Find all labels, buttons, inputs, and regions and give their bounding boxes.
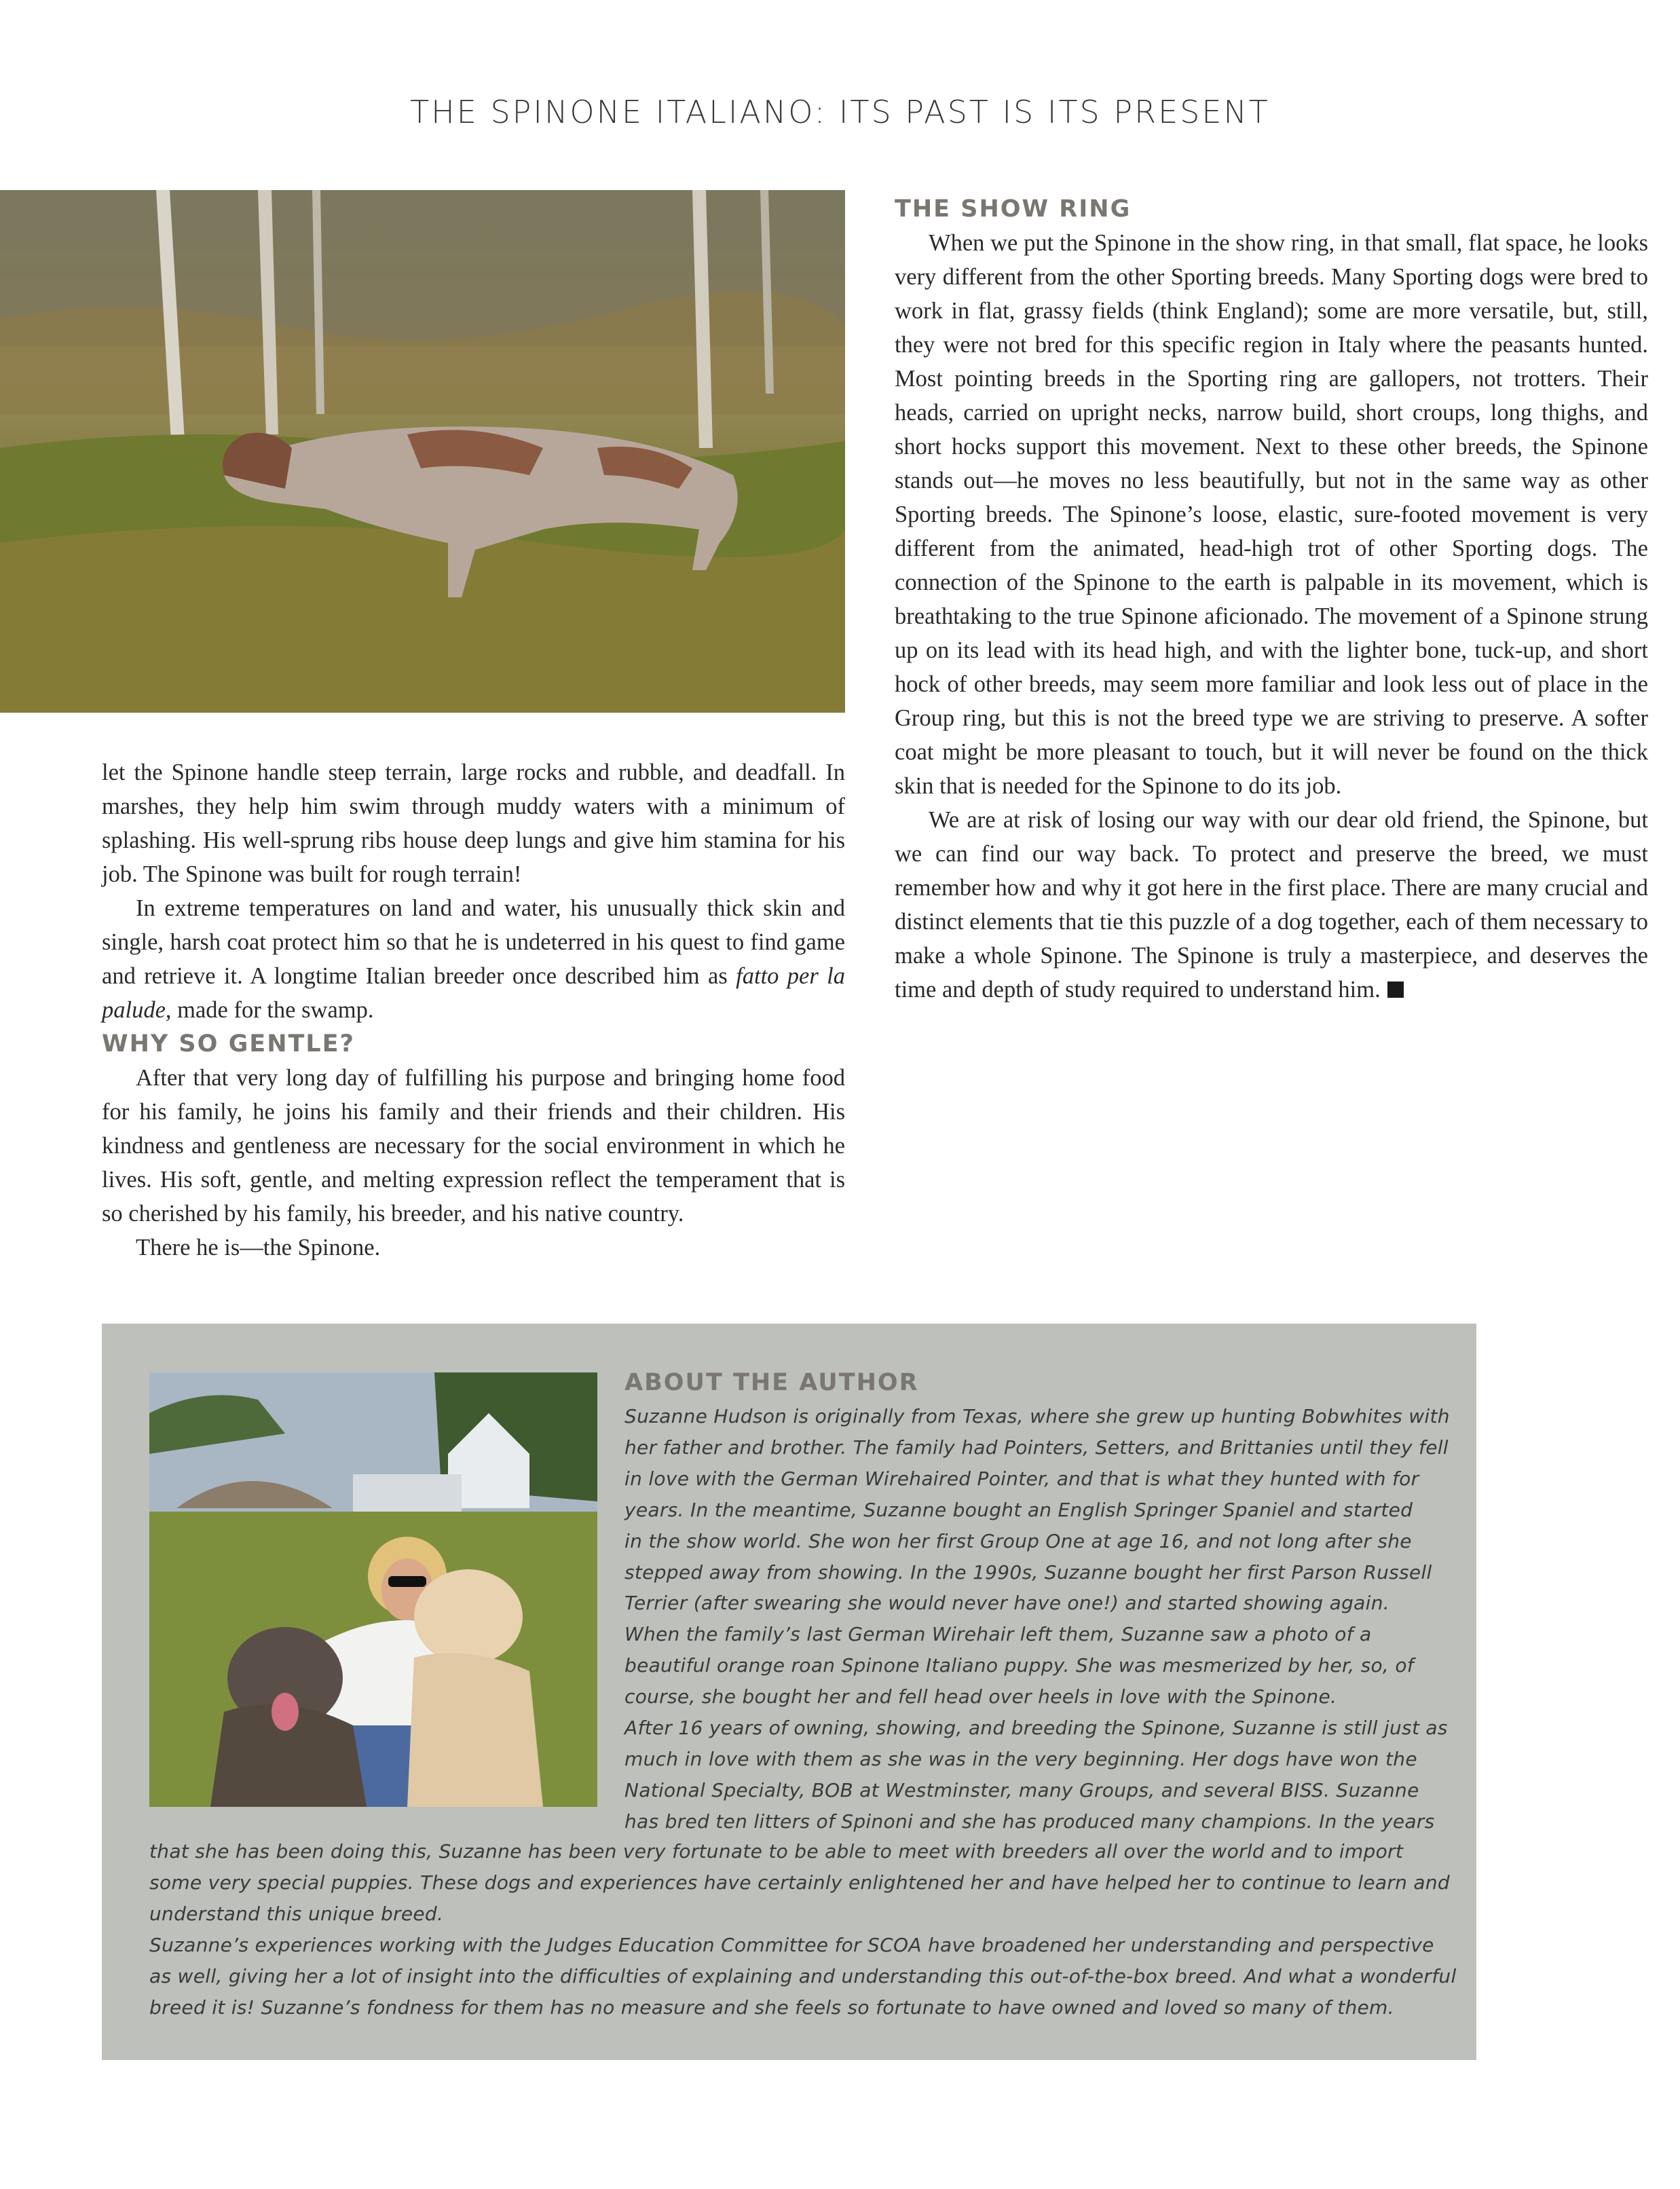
bio-line: Terrier (after swearing she would never have one!) and started showing again. [624, 1592, 1389, 1615]
bio-line: years. In the meantime, Suzanne bought an English Springer Spaniel and started [624, 1498, 1413, 1521]
bio-line: in the show world. She won her first Group One at age 16, and not long after she [624, 1529, 1412, 1552]
paragraph [895, 803, 1648, 1007]
paragraph-text: In extreme temperatures on land and water, his unusually thick skin and single, harsh coat protect him so that he is undeterred in his quest to find game and retrieve it. A longtime Italian breeder once described him as [102, 895, 845, 989]
author-bio-full-width [149, 1836, 1457, 2023]
bio-line: understand this unique breed. [149, 1902, 444, 1925]
bio-line: her father and brother. The family had Pointers, Setters, and Brittanies until they fell [624, 1436, 1449, 1459]
paragraph: After that very long day of fulfilling his purpose and bringing home food for his family, he joins his family and their friends and their children. His kindness and gentleness are necessary for the social environment in which he lives. His soft, gentle, and melting expression reflect the temperament that is so cherished by his family, his breeder, and his native country. [102, 1065, 845, 1227]
bio-line: When the family’s last German Wirehair left them, Suzanne saw a photo of a [624, 1623, 1372, 1646]
about-author-box [102, 1324, 1476, 2060]
paragraph-text: We are at risk of losing our way with our dear old friend, the Spinone, but we can find our way back. To protect and preserve the breed, we must remember how and why it got here in the first place. There are many crucial and distinct elements that tie this puzzle of a dog together, each of them necessary to make a whole Spinone. The Spinone is truly a masterpiece, and deserves the time and depth of study required to understand him. [895, 807, 1648, 1003]
bio-line: After 16 years of owning, showing, and breeding the Spinone, Suzanne is still just as [624, 1717, 1448, 1740]
left-column [102, 755, 845, 1265]
bio-line: has bred ten litters of Spinoni and she has produced many champions. In the years [624, 1810, 1435, 1833]
author-bio-wrapped [624, 1401, 1453, 1837]
spinone-field-photo [0, 190, 845, 713]
bio-line: Suzanne’s experiences working with the Judges Education Committee for SCOA have broadened her understanding and perspective [149, 1933, 1434, 1956]
bio-line: stepped away from showing. In the 1990s, Suzanne bought her first Parson Russell [624, 1560, 1432, 1584]
bio-line: course, she bought her and fell head over heels in love with the Spinone. [624, 1685, 1337, 1708]
section-heading: THE SHOW RING [895, 195, 1132, 223]
running-head: THE SPINONE ITALIANO: ITS PAST IS ITS PRESENT [410, 94, 1270, 130]
bio-line: much in love with them as she was in the very beginning. Her dogs have won the [624, 1747, 1417, 1770]
bio-line: beautiful orange roan Spinone Italiano puppy. She was mesmerized by her, so, of [624, 1654, 1414, 1677]
end-mark-icon [1387, 981, 1404, 998]
author-photo [149, 1372, 597, 1807]
bio-line: National Specialty, BOB at Westminster, many Groups, and several BISS. Suzanne [624, 1778, 1419, 1801]
bio-line: Suzanne Hudson is originally from Texas, where she grew up hunting Bobwhites with [624, 1405, 1450, 1427]
bio-line: that she has been doing this, Suzanne has been very fortunate to be able to meet with breeders all over the world and to import [149, 1840, 1404, 1863]
bio-line: breed it is! Suzanne’s fondness for them has no measure and she feels so fortunate to have owned and loved so many of them. [149, 1996, 1394, 2019]
italic-phrase: fatto per la palude [102, 963, 845, 1023]
about-author-heading: ABOUT THE AUTHOR [624, 1369, 919, 1396]
paragraph: When we put the Spinone in the show ring, in that small, flat space, he looks very different from the other Sporting breeds. Many Sporting dogs were bred to work in flat, grassy fields (think England); some are more versatile, but, still, they were not bred for this specific region in Italy where the peasants hunted. Most pointing breeds in the Sporting ring are gallopers, not trotters. Their heads, carried on upright necks, narrow build, short croups, long thighs, and short hocks support this movement. Next to these other breeds, the Spinone stands out—he moves no less beautifully, but not in the same way as other Sporting breeds. The Spinone’s loose, elastic, sure-footed movement is very different from the animated, head-high trot of other Sporting dogs. The connection of the Spinone to the earth is palpable in its movement, which is breathtaking to the true Spinone aficionado. The movement of a Spinone strung up on its lead with its head high, and with the lighter bone, tuck-up, and short hock of other breeds, may seem more familiar and look less out of place in the Group ring, but this is not the breed type we are striving to preserve. A softer coat might be more pleasant to touch, but it will never be found on the thick skin that is needed for the Spinone to do its job. [895, 230, 1648, 799]
right-column [895, 192, 1648, 1007]
paragraph: There he is—the Spinone. [136, 1235, 381, 1260]
section-heading: WHY SO GENTLE? [102, 1030, 355, 1058]
paragraph: let the Spinone handle steep terrain, large rocks and rubble, and deadfall. In marshes, they help him swim through muddy waters with a minimum of splashing. His well-sprung ribs house deep lungs and give him stamina for his job. The Spinone was built for rough terrain! [102, 760, 845, 887]
bio-line: some very special puppies. These dogs and experiences have certainly enlightened her and have helped her to continue to learn and [149, 1871, 1450, 1894]
bio-line: as well, giving her a lot of insight into the difficulties of explaining and understanding this out-of-the-box breed. And what a wonderful [149, 1964, 1457, 1987]
paragraph [102, 891, 845, 1027]
paragraph-text: , made for the swamp. [165, 997, 374, 1023]
bio-line: in love with the German Wirehaired Pointer, and that is what they hunted with for [624, 1467, 1419, 1490]
